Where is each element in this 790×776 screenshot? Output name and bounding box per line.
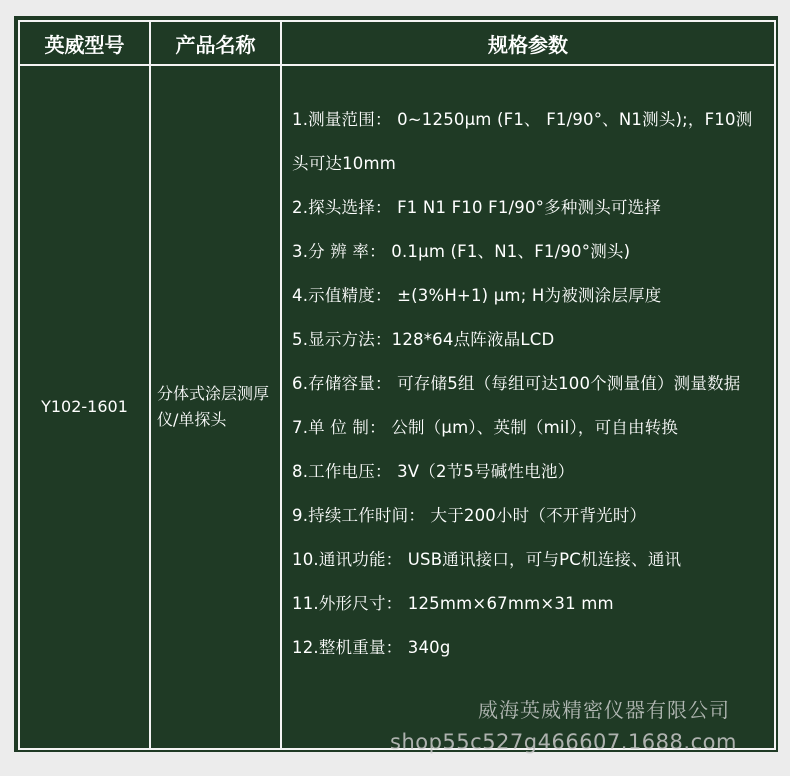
spec-item: 6.存储容量： 可存储5组（每组可达100个测量值）测量数据 — [292, 374, 741, 393]
spec-item: 12.整机重量： 340g — [292, 638, 451, 657]
company-watermark: 威海英威精密仪器有限公司 — [478, 698, 730, 722]
spec-item: 3.分 辨 率： 0.1μm (F1、N1、F1/90°测头) — [292, 242, 631, 261]
header-row — [19, 21, 775, 65]
spec-item: 7.单 位 制： 公制（μm）、英制（mil），可自由转换 — [292, 418, 679, 437]
header-specs: 规格参数 — [281, 21, 775, 65]
spec-item: 10.通讯功能： USB通讯接口，可与PC机连接、通讯 — [292, 550, 682, 569]
spec-item: 1.测量范围： 0~1250μm (F1、 F1/90°、N1测头);，F10测头可达10mm — [292, 110, 753, 173]
spec-item: 9.持续工作时间： 大于200小时（不开背光时） — [292, 506, 647, 525]
spec-item: 2.探头选择： F1 N1 F10 F1/90°多种测头可选择 — [292, 198, 662, 217]
spec-item: 8.工作电压： 3V（2节5号碱性电池） — [292, 462, 575, 481]
shop-url-watermark: shop55c527g466607.1688.com — [390, 730, 737, 754]
header-product-name: 产品名称 — [150, 21, 281, 65]
product-row — [19, 65, 775, 749]
spec-item: 4.示值精度： ±(3%H+1) μm; H为被测涂层厚度 — [292, 286, 662, 305]
product-name-cell: 分体式涂层测厚仪/单探头 — [150, 65, 281, 749]
spec-item: 11.外形尺寸： 125mm×67mm×31 mm — [292, 594, 614, 613]
spec-item: 5.显示方法：128*64点阵液晶LCD — [292, 330, 555, 349]
spec-list — [292, 98, 768, 670]
spec-table — [18, 20, 776, 750]
model-cell: Y102-1601 — [19, 65, 150, 749]
specs-cell — [281, 65, 775, 749]
header-model: 英威型号 — [19, 21, 150, 65]
